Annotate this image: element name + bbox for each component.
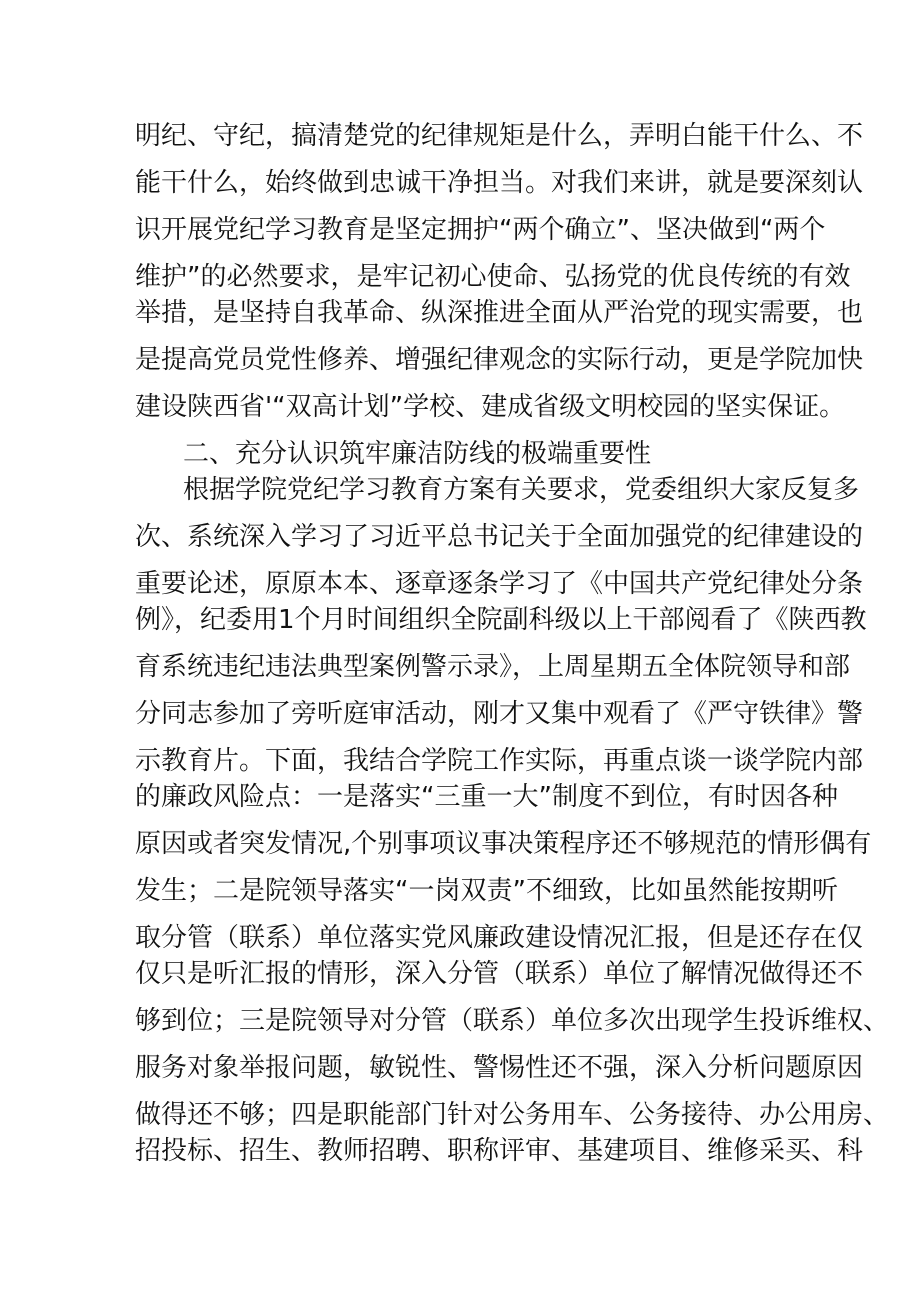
paragraph-line: 维护”的必然要求，是牢记初心使命、弘扬党的优良传统的有效 — [135, 262, 851, 292]
paragraph-line: 原因或者突发情况,个别事项议事决策程序还不够规范的情形偶有 — [135, 829, 872, 859]
paragraph-line: 是提高党员党性修养、增强纪律观念的实际行动，更是学院加快 — [135, 345, 864, 375]
paragraph-line: 重要论述，原原本本、逐章逐条学习了《中国共产党纪律处分条 — [135, 569, 864, 599]
paragraph-line: 识开展党纪学习教育是坚定拥护“两个确立”、坚决做到“两个 — [135, 215, 826, 245]
paragraph-line: 的廉政风险点：一是落实“三重一大”制度不到位，有时因各种 — [135, 782, 838, 812]
paragraph-line: 示教育片。下面，我结合学院工作实际，再重点谈一谈学院内部 — [135, 746, 864, 776]
paragraph-line: 次、系统深入学习了习近平总书记关于全面加强党的纪律建设的 — [135, 522, 864, 552]
paragraph-line: 发生；二是院领导落实“一岗双责”不细致，比如虽然能按期听 — [135, 876, 838, 906]
paragraph-line: 取分管（联系）单位落实党风廉政建设情况汇报，但是还存在仅 — [135, 923, 864, 953]
section-heading: 二、充分认识筑牢廉洁防线的极端重要性 — [183, 439, 652, 469]
paragraph-line: 举措，是坚持自我革命、纵深推进全面从严治党的现实需要，也 — [135, 298, 864, 328]
paragraph-line: 育系统违纪违法典型案例警示录》，上周星期五全体院领导和部 — [135, 652, 851, 682]
paragraph-line: 能干什么，始终做到忠诚干净担当。对我们来讲，就是要深刻认 — [135, 168, 864, 198]
paragraph-line: 够到位；三是院领导对分管（联系）单位多次出现学生投诉维权、 — [135, 1006, 890, 1036]
paragraph-line: 做得还不够；四是职能部门针对公务用车、公务接待、办公用房、 — [135, 1100, 890, 1130]
paragraph-line: 服务对象举报问题，敏锐性、警惕性还不强，深入分析问题原因 — [135, 1053, 864, 1083]
paragraph-line: 招投标、招生、教师招聘、职称评审、基建项目、维修采买、科 — [135, 1136, 864, 1166]
paragraph-line: 明纪、守纪，搞清楚党的纪律规矩是什么，弄明白能干什么、不 — [135, 121, 864, 151]
paragraph-line: 仅只是听汇报的情形，深入分管（联系）单位了解情况做得还不 — [135, 959, 864, 989]
paragraph-line: 建设陕西省'“双高计划”学校、建成省级文明校园的坚实保证。 — [135, 392, 846, 422]
paragraph-line: 根据学院党纪学习教育方案有关要求，党委组织大家反复多 — [183, 475, 860, 505]
paragraph-line: 分同志参加了旁听庭审活动，刚才又集中观看了《严守铁律》警 — [135, 699, 864, 729]
paragraph-line: 例》，纪委用1个月时间组织全院副科级以上干部阅看了《陕西教 — [135, 605, 867, 635]
